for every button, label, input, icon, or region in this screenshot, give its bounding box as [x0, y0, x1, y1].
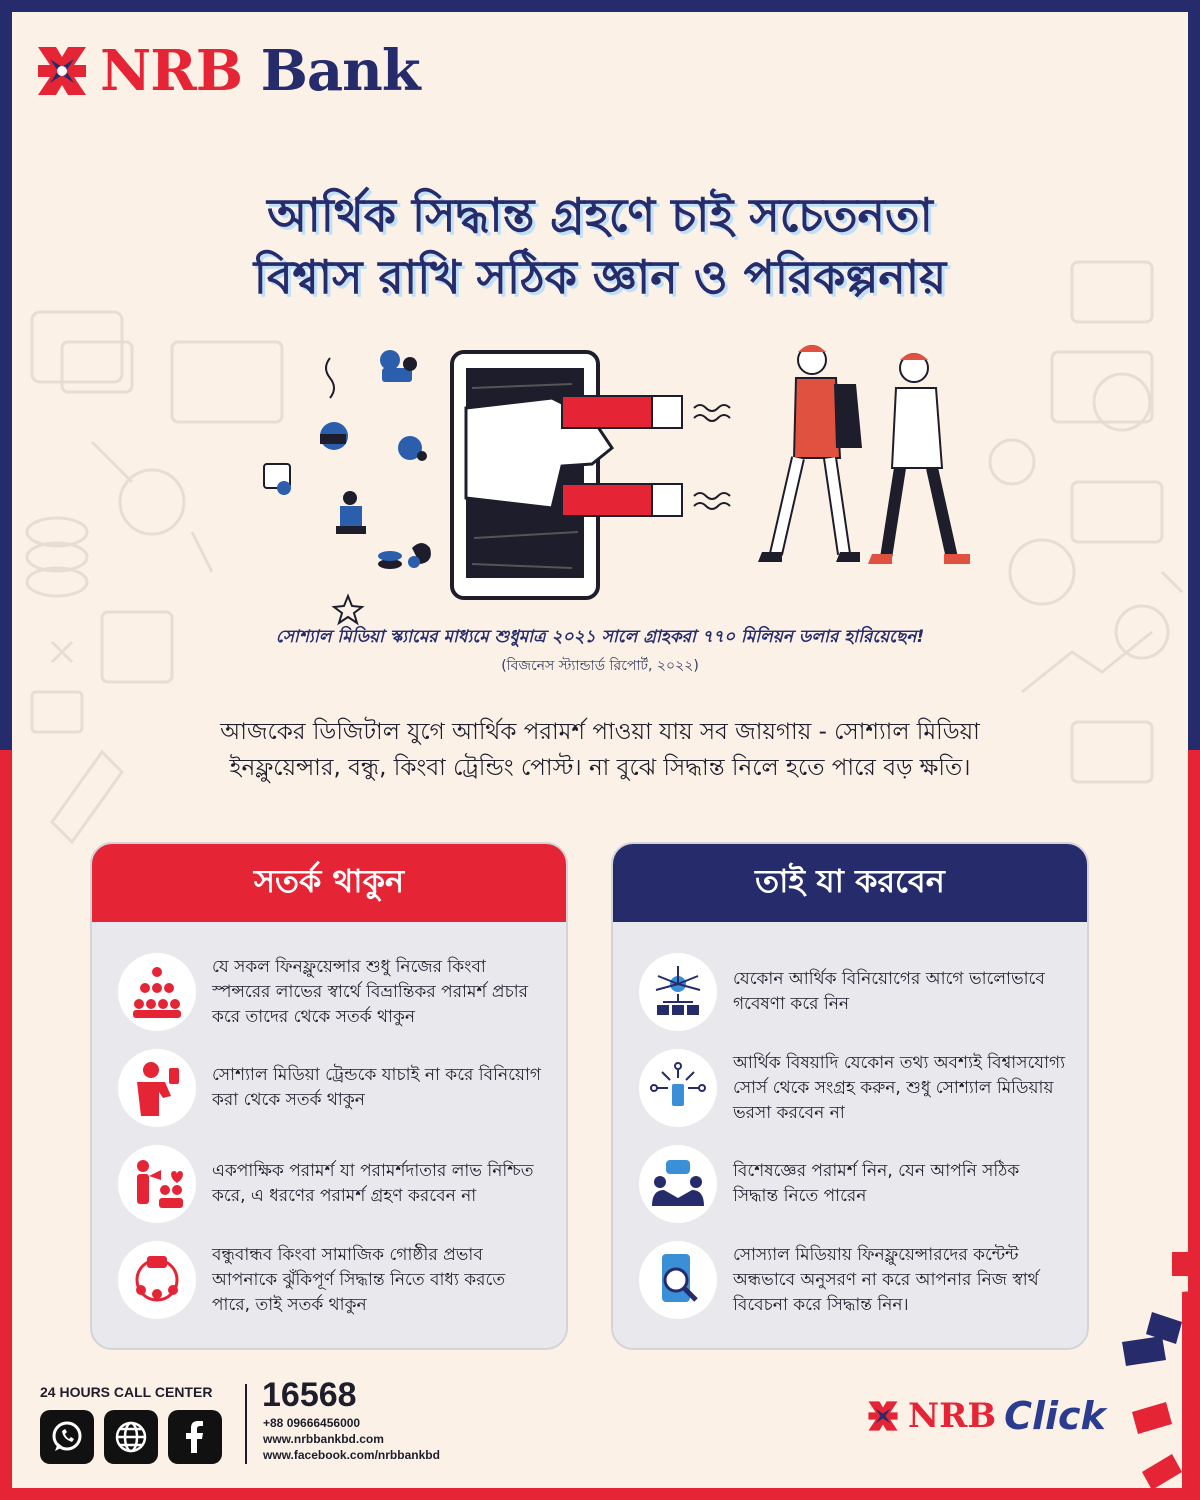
- app-logo-click: Click: [1004, 1394, 1106, 1438]
- magnifier-taka-icon: [648, 1250, 708, 1310]
- research-network-icon: [648, 962, 708, 1022]
- todo-item-text: সোস্যাল মিডিয়ায় ফিনফ্লুয়েন্সারদের কন্টেন্ট অন্ধভাবে অনুসরণ না করে আপনার নিজ স্বার্থ বিবেচনা করে সিদ্ধান্ত নিন।: [733, 1244, 1039, 1315]
- beware-item-2: [118, 1040, 548, 1136]
- beware-item-text: যে সকল ফিনফ্লুয়েন্সার শুধু নিজের কিংবা স্পন্সরের লাভের স্বার্থে বিভ্রান্তিকর পরামর্শ প্রচার করে তাদের থেকে সতর্ক থাকুন: [212, 956, 529, 1027]
- app-logo-nrb: NRB: [908, 1396, 997, 1436]
- poster: [12, 12, 1188, 1488]
- todo-item-text: আর্থিক বিষয়াদি যেকোন তথ্য অবশ্যই বিশ্বাসযোগ্য সোর্স থেকে সংগ্রহ করুন, শুধু সোশ্যাল মিডিয়ায় ভরসা করবেন না: [733, 1052, 1066, 1123]
- nrb-bank-logo: [34, 38, 420, 104]
- whatsapp-button[interactable]: [40, 1410, 94, 1464]
- phone-user-icon: [127, 1058, 187, 1118]
- group-chat-icon: [127, 1250, 187, 1310]
- walking-people-graphic: [758, 345, 970, 564]
- todo-panel-title: তাই যা করবেন: [613, 844, 1087, 922]
- hand-magnet-graphic: [466, 396, 730, 516]
- beware-item-3: [118, 1136, 548, 1232]
- facebook-link[interactable]: www.facebook.com/nrbbankbd: [263, 1448, 440, 1462]
- headline: [12, 184, 1188, 308]
- expert-handshake-icon: [648, 1154, 708, 1214]
- statistic-text: সোশ্যাল মিডিয়া স্ক্যামের মাধ্যমে শুধুমাত্র ২০২১ সালে গ্রাহকরা ৭৭০ মিলিয়ন ডলার হারিয়েছেন!: [275, 627, 925, 647]
- todo-item-3: [639, 1136, 1069, 1232]
- beware-item-text: একপাক্ষিক পরামর্শ যা পরামর্শদাতার লাভ নিশ্চিত করে, এ ধরণের পরামর্শ গ্রহণ করবেন না: [212, 1161, 534, 1206]
- whatsapp-icon: [49, 1419, 85, 1455]
- beware-item-4: [118, 1232, 548, 1328]
- beware-panel-title: সতর্ক থাকুন: [92, 844, 566, 922]
- statistic-source: (বিজনেস স্ট্যান্ডার্ড রিপোর্ট, ২০২২): [501, 658, 699, 674]
- nrb-logo-mark-icon: [34, 43, 90, 99]
- facebook-button[interactable]: [168, 1410, 222, 1464]
- magnet-phone-illustration: [232, 338, 972, 628]
- intro-paragraph: [102, 714, 1098, 786]
- todo-item-text: যেকোন আর্থিক বিনিয়োগের আগে ভালোভাবে গবেষণা করে নিন: [733, 969, 1045, 1014]
- todo-panel: [611, 842, 1089, 1350]
- brand-name-nrb: NRB: [100, 38, 243, 104]
- nrb-logo-mark-icon: [866, 1399, 900, 1433]
- brand-name-bank: Bank: [260, 38, 420, 104]
- finance-doodle-icons: [264, 350, 431, 623]
- beware-item-1: [118, 944, 548, 1040]
- gear-decoration: [1112, 1242, 1188, 1488]
- beware-panel: [90, 842, 568, 1350]
- headline-line-1: আর্থিক সিদ্ধান্ত গ্রহণে চাই সচেতনতা: [267, 188, 933, 242]
- footer-divider: [245, 1384, 247, 1464]
- todo-item-1: [639, 944, 1069, 1040]
- intro-line-1: আজকের ডিজিটাল যুগে আর্থিক পরামর্শ পাওয়া যায় সব জায়গায় - সোশ্যাল মিডিয়া: [220, 719, 980, 745]
- nrb-click-logo: [866, 1394, 1106, 1438]
- crowd-icon: [127, 962, 187, 1022]
- facebook-icon: [177, 1419, 213, 1455]
- website-button[interactable]: [104, 1410, 158, 1464]
- source-phone-icon: [648, 1058, 708, 1118]
- speaker-audience-icon: [127, 1154, 187, 1214]
- hotline-number[interactable]: 16568: [262, 1376, 357, 1414]
- phone-number[interactable]: +88 09666456000: [263, 1416, 361, 1430]
- todo-item-2: [639, 1040, 1069, 1136]
- beware-item-text: সোশ্যাল মিডিয়া ট্রেন্ডকে যাচাই না করে বিনিয়োগ করা থেকে সতর্ক থাকুন: [212, 1065, 542, 1110]
- beware-item-text: বন্ধুবান্ধব কিংবা সামাজিক গোষ্ঠীর প্রভাব আপনাকে ঝুঁকিপূর্ণ সিদ্ধান্ত নিতে বাধ্য করতে পারে, তাই সতর্ক থাকুন: [212, 1244, 506, 1315]
- website-link[interactable]: www.nrbbankbd.com: [263, 1432, 384, 1446]
- globe-icon: [113, 1419, 149, 1455]
- todo-item-4: [639, 1232, 1069, 1328]
- intro-line-2: ইনফ্লুয়েন্সার, বন্ধু, কিংবা ট্রেন্ডিং পোস্ট। না বুঝে সিদ্ধান্ত নিলে হতে পারে বড় ক্ষতি।: [229, 755, 971, 781]
- headline-line-2: বিশ্বাস রাখি সঠিক জ্ঞান ও পরিকল্পনায়: [253, 250, 947, 304]
- todo-item-text: বিশেষজ্ঞের পরামর্শ নিন, যেন আপনি সঠিক সিদ্ধান্ত নিতে পারেন: [733, 1161, 1020, 1206]
- call-center-label: 24 HOURS CALL CENTER: [40, 1384, 213, 1400]
